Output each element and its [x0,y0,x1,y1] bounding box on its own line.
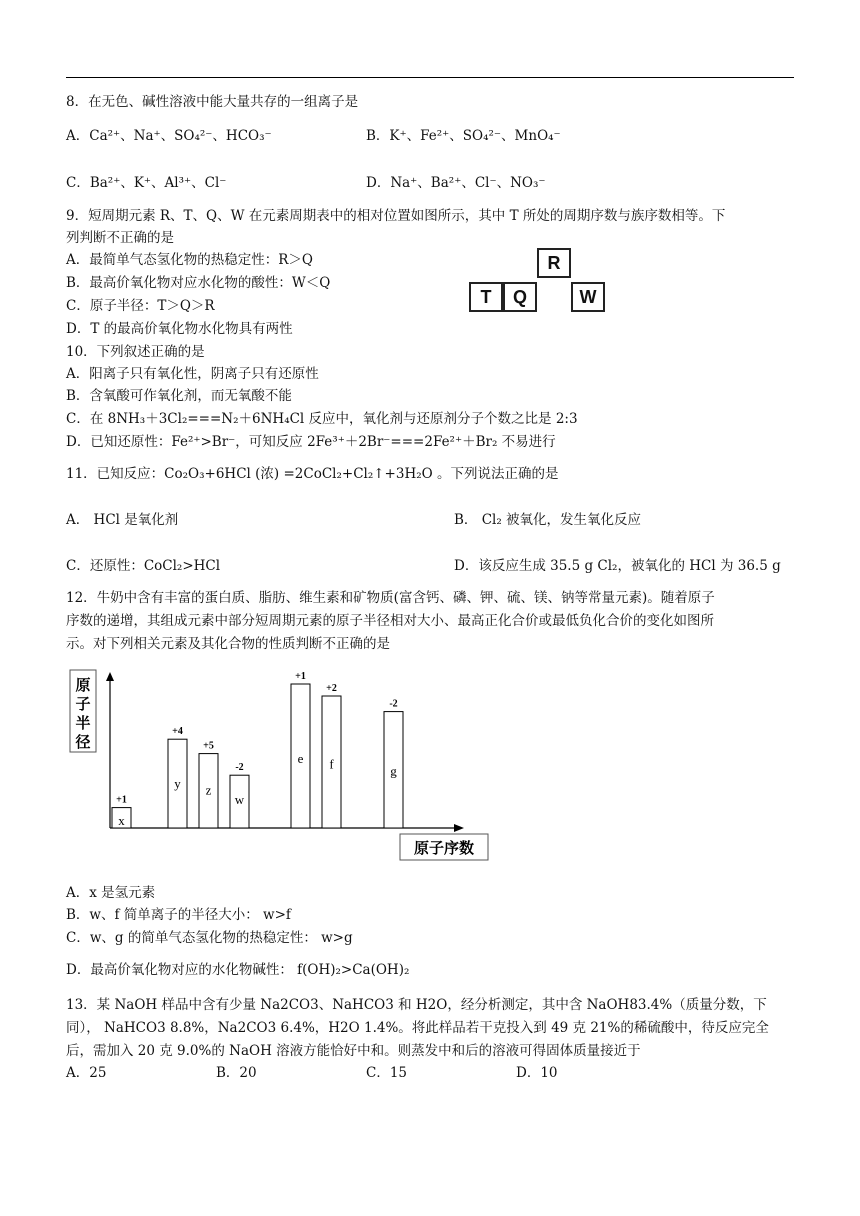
valence-label-e: +1 [295,671,306,682]
q9-stem-line2: 列判断不正确的是 [66,230,174,246]
q13-stem-line1: 13．某 NaOH 样品中含有少量 Na2CO3、NaHCO3 和 H2O，经分析测定，其中含 NaOH83.4%（质量分数，下 [66,997,767,1013]
top-rule [66,77,794,78]
cell-w: W [571,282,605,312]
q8-option-d: D．Na⁺、Ba²⁺、Cl⁻、NO₃⁻ [366,175,546,191]
q12-stem-line1: 12．牛奶中含有丰富的蛋白质、脂肪、维生素和矿物质(富含钙、磷、钾、硫、镁、钠等常量元素)。随着原子 [66,590,715,606]
x-axis-arrow [454,824,464,832]
q13-stem-line3: 后，需加入 20 克 9.0%的 NaOH 溶液方能恰好中和。则蒸发中和后的溶液可得固体质量接近于 [66,1043,641,1059]
bars-group [112,671,403,828]
ylabel-char: 子 [75,697,91,713]
q8-stem: 8．在无色、碱性溶液中能大量共存的一组离子是 [66,94,359,110]
q11-option-b: B． Cl₂ 被氧化，发生氧化反应 [454,512,642,528]
bar-label-w: w [234,792,245,808]
q11-stem: 11．已知反应：Co₂O₃+6HCl (浓) =2CoCl₂+Cl₂↑+3H₂O 。下列说法正确的是 [66,466,559,482]
q9-option-b: B．最高价氧化物对应水化物的酸性：W＜Q [66,275,331,291]
bar-label-e: e [297,751,304,767]
ylabel-char: 半 [75,716,91,732]
q13-option-c: C．15 [366,1065,408,1081]
q12-stem-line2: 序数的递增，其组成元素中部分短周期元素的原子半径相对大小、最高正化合价或最低负化合价的变化如图所 [66,613,714,629]
cell-r: R [537,248,571,278]
valence-label-g: -2 [389,698,398,710]
q9-stem-line1: 9．短周期元素 R、T、Q、W 在元素周期表中的相对位置如图所示，其中 T 所处的周期序数与族序数相等。下 [66,208,726,224]
q13-option-a: A．25 [66,1065,107,1081]
cell-empty [537,282,571,312]
q10-option-d: D．已知还原性：Fe²⁺>Br⁻，可知反应 2Fe³⁺＋2Br⁻===2Fe²⁺＋Br₂ 不易进行 [66,434,556,450]
q12-option-a: A．x 是氢元素 [66,885,156,901]
valence-label-y: +4 [172,726,183,738]
ylabel-char: 径 [75,735,91,751]
q12-option-d: D．最高价氧化物对应的水化物碱性： f(OH)₂>Ca(OH)₂ [66,962,410,978]
q9-option-a: A．最简单气态氢化物的热稳定性：R＞Q [66,252,313,268]
q11-option-a: A． HCl 是氧化剂 [66,512,179,528]
q10-stem: 10．下列叙述正确的是 [66,344,205,360]
q13-option-d: D．10 [516,1065,558,1081]
atomic-radius-chart [66,664,506,864]
q8-option-c: C．Ba²⁺、K⁺、Al³⁺、Cl⁻ [66,175,227,191]
y-axis-arrow [106,672,114,681]
q8-option-a: A．Ca²⁺、Na⁺、SO₄²⁻、HCO₃⁻ [66,128,272,144]
cell-t: T [469,282,503,312]
bar-label-g: g [390,763,397,779]
bar-label-x: x [118,813,125,828]
q12-option-b: B．w、f 简单离子的半径大小： w>f [66,907,291,923]
valence-label-x: +1 [116,794,127,806]
q13-option-b: B．20 [216,1065,257,1081]
q11-option-c: C．还原性：CoCl₂>HCl [66,558,221,574]
q8-option-b: B．K⁺、Fe²⁺、SO₄²⁻、MnO₄⁻ [366,128,561,144]
bar-label-y: y [174,776,181,792]
q12-option-c: C．w、g 的简单气态氢化物的热稳定性： w>g [66,930,353,946]
cell-q: Q [503,282,537,312]
q9-option-c: C．原子半径：T＞Q＞R [66,298,215,314]
bar-label-f: f [329,756,334,772]
q9-option-d: D．T 的最高价氧化物水化物具有两性 [66,321,293,337]
ylabel-char: 原 [75,678,91,694]
bar-label-z: z [205,782,212,798]
q10-option-a: A．阳离子只有氧化性，阴离子只有还原性 [66,366,319,382]
q10-option-c: C．在 8NH₃＋3Cl₂===N₂＋6NH₄Cl 反应中，氧化剂与还原剂分子个数之比是 2:3 [66,411,578,427]
valence-label-w: -2 [235,762,244,774]
q10-option-b: B．含氧酸可作氧化剂，而无氧酸不能 [66,388,292,404]
valence-label-f: +2 [326,683,337,694]
xlabel: 原子序数 [413,841,475,857]
valence-label-z: +5 [203,740,214,752]
q11-option-d: D．该反应生成 35.5 g Cl₂，被氧化的 HCl 为 36.5 g [454,558,781,574]
q12-stem-line3: 示。对下列相关元素及其化合物的性质判断不正确的是 [66,636,390,652]
q13-stem-line2: 同）， NaHCO3 8.8%，Na2CO3 6.4%，H2O 1.4%。将此样品若干克投入到 49 克 21%的稀硫酸中，待反应完全 [66,1020,769,1036]
